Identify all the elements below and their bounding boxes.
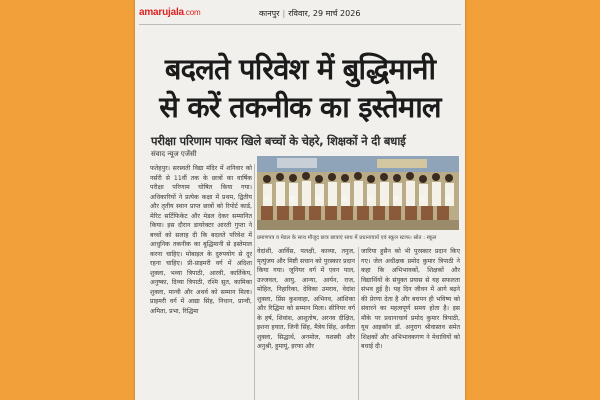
subheadline: परीक्षा परिणाम पाकर खिले बच्चों के चेहरे, शिक्षकों ने दी बधाई	[151, 134, 406, 148]
newspaper-clipping	[135, 0, 465, 400]
headline	[139, 50, 461, 126]
logo	[139, 7, 200, 18]
article-column-2	[257, 247, 355, 400]
headline-line-2: से करें तकनीक का इस्तेमाल	[159, 90, 441, 124]
article-column-3	[361, 247, 460, 400]
dateline	[259, 8, 360, 19]
group-photo-image	[257, 156, 459, 230]
column-divider-2	[358, 247, 359, 400]
masthead-rule	[139, 24, 461, 25]
byline-agency: संवाद न्यूज एजेंसी	[151, 150, 197, 158]
logo-text: amarujala	[139, 7, 184, 18]
logo-suffix: .com	[183, 8, 201, 17]
photo-caption: प्रमाणपत्र व मेडल के साथ मौजूद छात्र छात्राएं साथ में प्रधानाचार्य एवं स्कूल स्टाफ। स्रोत : स्कूल	[257, 235, 437, 241]
column-3-text: जारिया हुसैन को भी पुरस्कार प्रदान किए गए। जेल अधीक्षक प्रमोद कुमार त्रिपाठी ने कहा कि अभिभावकों, शिक्षकों और विद्यार्थियों के संयुक्त प्रयास से यह सफलता संभव हुई है। यह दिन जीवन में आगे बढ़ने की प्रेरणा देता है और बचपन ही भविष्य को संवारने का महत्वपूर्ण समय होता है। इस मौके पर प्रधानाचार्य प्रमोद कुमार त्रिपाठी, यूथ आइकॉन डॉ. अनुराग श्रीवास्तव समेत शिक्षकों और अभिभावकगण ने मेधावियों को बधाई दी।	[361, 248, 460, 350]
masthead	[135, 0, 465, 24]
date-label: रविवार, 29 मार्च 2026	[288, 9, 361, 18]
city-label: कानपुर	[259, 9, 280, 18]
dateline-separator: |	[282, 9, 286, 18]
column-1-text: फतेहपुर। सरस्वती विद्या मंदिर में शनिवार को नर्सरी से 11वीं तक के छात्रों का वार्षिक परीक्षा परिणाम घोषित किया गया। अधिकारियों ने प्रत्येक कक्षा में प्रथम, द्वितीय और तृतीय स्थान प्राप्त छात्रों को रिपोर्ट कार्ड, मेरिट सर्टिफिकेट और मेडल देकर सम्मानित किया। इस दौरान डायरेक्टर आरती गुप्ता ने बच्चों को सलाह दी कि बदलते परिवेश में आधुनिक तकनीक का बुद्धिमानी से इस्तेमाल करना चाहिए। मोबाइल के दुरुपयोग से दूर रहना चाहिए। प्री-प्राइमरी वर्ग में अदिशा शुक्ला, भव्या त्रिपाठी, आरवी, कार्तिकेय, अनुष्का, दिव्या त्रिपाठी, रश्मि सुत, कामिका शुक्ला, मान्वी और अथर्व को सम्मान मिला। प्राइमरी वर्ग में आद्या सिंह, निधान, प्रान्वी, अमिता, प्रभा, रिद्धिमा	[150, 165, 252, 315]
group-photo	[257, 156, 459, 230]
column-2-text: वेदांशी, आर्विस, पलक्षी, काव्या, तनुज, मृत्युंजय और मिष्टी सचान को पुरस्कार प्रदान किया गया। जूनियर वर्ग में एवन पाल, उज्जवल, आयु, आन्या, आर्यन, राज, मोहित, निहारिका, देविका उमराव, वेदांश शुक्ला, प्रिंस कुशवाहा, अभिनव, आंशिका और रिद्धिमा को सम्मान मिला। सीनियर वर्ग के हर्ष, शिवांश, आशुतोष, अरनव दीक्षित, इशना हयात, जिनी सिंह, मैत्रेय सिंह, अनीता शुक्ला, सिद्धार्थ, अनमोल, यशस्वी और अनुश्री, हुमायूं, इरफा और	[257, 248, 355, 350]
column-divider-1	[254, 164, 255, 400]
article-column-1	[150, 164, 252, 400]
headline-line-1: बदलते परिवेश में बुद्धिमानी	[164, 52, 436, 86]
